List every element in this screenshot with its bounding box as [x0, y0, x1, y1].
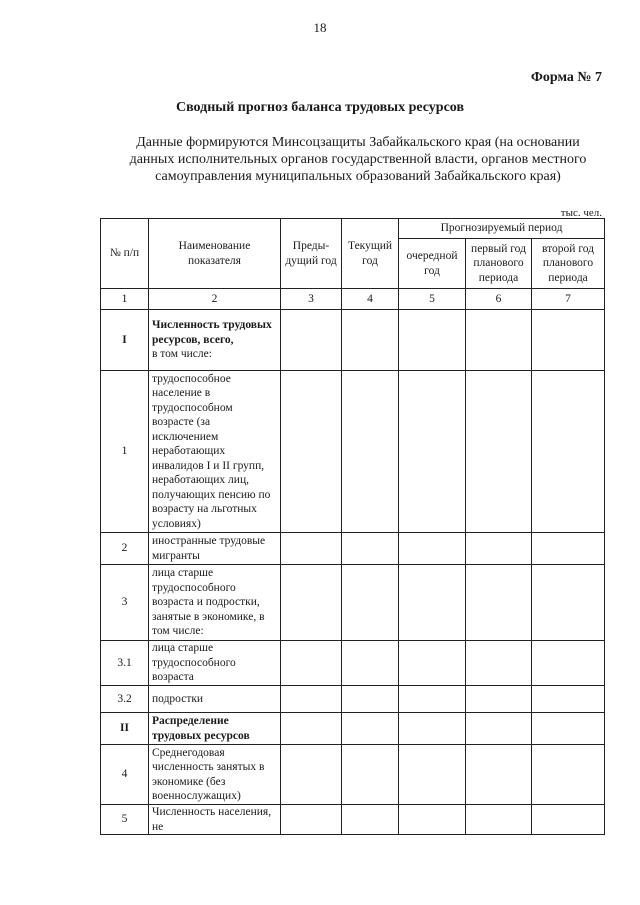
row-num: II — [101, 713, 149, 745]
value-cell — [532, 713, 605, 745]
value-cell — [281, 310, 342, 371]
table-row — [101, 371, 605, 533]
table-row — [101, 533, 605, 565]
value-cell — [532, 533, 605, 565]
header-previous-year: Преды-дущий год — [281, 219, 342, 289]
description: Данные формируются Минсоцзащиты Забайкальского края (на основании данных исполнительных органов государственной власти, органов местного самоуправления муниципальных образований Забайкальского края) — [129, 135, 587, 184]
value-cell — [532, 371, 605, 533]
header-current-year: Текущий год — [342, 219, 399, 289]
form-number: Форма № 7 — [530, 70, 602, 85]
row-name: иностранные трудовые мигранты — [149, 533, 281, 565]
value-cell — [466, 371, 532, 533]
value-cell — [399, 533, 466, 565]
column-number: 3 — [281, 289, 342, 310]
value-cell — [342, 371, 399, 533]
column-numbers-row — [101, 289, 605, 310]
header-num: № п/п — [101, 219, 149, 289]
row-name: Распределение трудовых ресурсов — [149, 713, 281, 745]
table-row — [101, 686, 605, 713]
value-cell — [342, 686, 399, 713]
row-name-sub: в том числе: — [152, 348, 212, 361]
unit-label: тыс. чел. — [560, 207, 602, 219]
column-number: 6 — [466, 289, 532, 310]
row-name: лица старше трудоспособного возраста — [149, 641, 281, 686]
value-cell — [532, 686, 605, 713]
value-cell — [532, 641, 605, 686]
value-cell — [342, 310, 399, 371]
labor-balance-table — [100, 218, 605, 835]
page-number: 18 — [313, 20, 327, 35]
value-cell — [399, 310, 466, 371]
row-name-bold: Численность трудовых ресурсов, всего, — [152, 319, 272, 346]
value-cell — [466, 533, 532, 565]
value-cell — [281, 713, 342, 745]
value-cell — [281, 371, 342, 533]
value-cell — [532, 745, 605, 805]
row-num: 3.2 — [101, 686, 149, 713]
table-row — [101, 310, 605, 371]
value-cell — [399, 686, 466, 713]
value-cell — [466, 805, 532, 835]
column-number: 4 — [342, 289, 399, 310]
table-row — [101, 641, 605, 686]
header-next-year: очередной год — [399, 239, 466, 289]
row-name — [149, 310, 281, 371]
value-cell — [466, 713, 532, 745]
value-cell — [399, 641, 466, 686]
value-cell — [399, 371, 466, 533]
row-name: Численность населения, не — [149, 805, 281, 835]
table-row — [101, 805, 605, 835]
header-first-plan-year: первый год планового периода — [466, 239, 532, 289]
value-cell — [342, 641, 399, 686]
value-cell — [342, 713, 399, 745]
row-name: подростки — [149, 686, 281, 713]
row-num: 4 — [101, 745, 149, 805]
value-cell — [532, 805, 605, 835]
column-number: 7 — [532, 289, 605, 310]
value-cell — [342, 565, 399, 641]
table-row — [101, 565, 605, 641]
row-num: 1 — [101, 371, 149, 533]
value-cell — [281, 565, 342, 641]
header-name: Наименование показателя — [149, 219, 281, 289]
row-name: Среднегодовая численность занятых в экономике (без военнослужащих) — [149, 745, 281, 805]
value-cell — [342, 805, 399, 835]
value-cell — [281, 641, 342, 686]
row-num: I — [101, 310, 149, 371]
value-cell — [342, 533, 399, 565]
value-cell — [466, 686, 532, 713]
value-cell — [399, 805, 466, 835]
value-cell — [281, 533, 342, 565]
row-num: 3 — [101, 565, 149, 641]
header-forecast-period: Прогнозируемый период — [399, 219, 605, 239]
value-cell — [532, 565, 605, 641]
row-name: трудоспособное население в трудоспособном возрасте (за исключением неработающих инвалидов I и II групп, неработающих лиц, получающих пенсию по возрасту на льготных условиях) — [149, 371, 281, 533]
value-cell — [466, 565, 532, 641]
row-name: лица старше трудоспособного возраста и подростки, занятые в экономике, в том числе: — [149, 565, 281, 641]
value-cell — [281, 686, 342, 713]
value-cell — [532, 310, 605, 371]
column-number: 5 — [399, 289, 466, 310]
header-second-plan-year: второй год планового периода — [532, 239, 605, 289]
table-row — [101, 745, 605, 805]
column-number: 1 — [101, 289, 149, 310]
value-cell — [281, 805, 342, 835]
row-num: 2 — [101, 533, 149, 565]
table-row — [101, 713, 605, 745]
value-cell — [281, 745, 342, 805]
value-cell — [399, 713, 466, 745]
value-cell — [466, 641, 532, 686]
row-num: 3.1 — [101, 641, 149, 686]
value-cell — [466, 745, 532, 805]
value-cell — [399, 745, 466, 805]
document-title: Сводный прогноз баланса трудовых ресурсов — [175, 100, 465, 115]
value-cell — [399, 565, 466, 641]
row-num: 5 — [101, 805, 149, 835]
value-cell — [466, 310, 532, 371]
value-cell — [342, 745, 399, 805]
column-number: 2 — [149, 289, 281, 310]
